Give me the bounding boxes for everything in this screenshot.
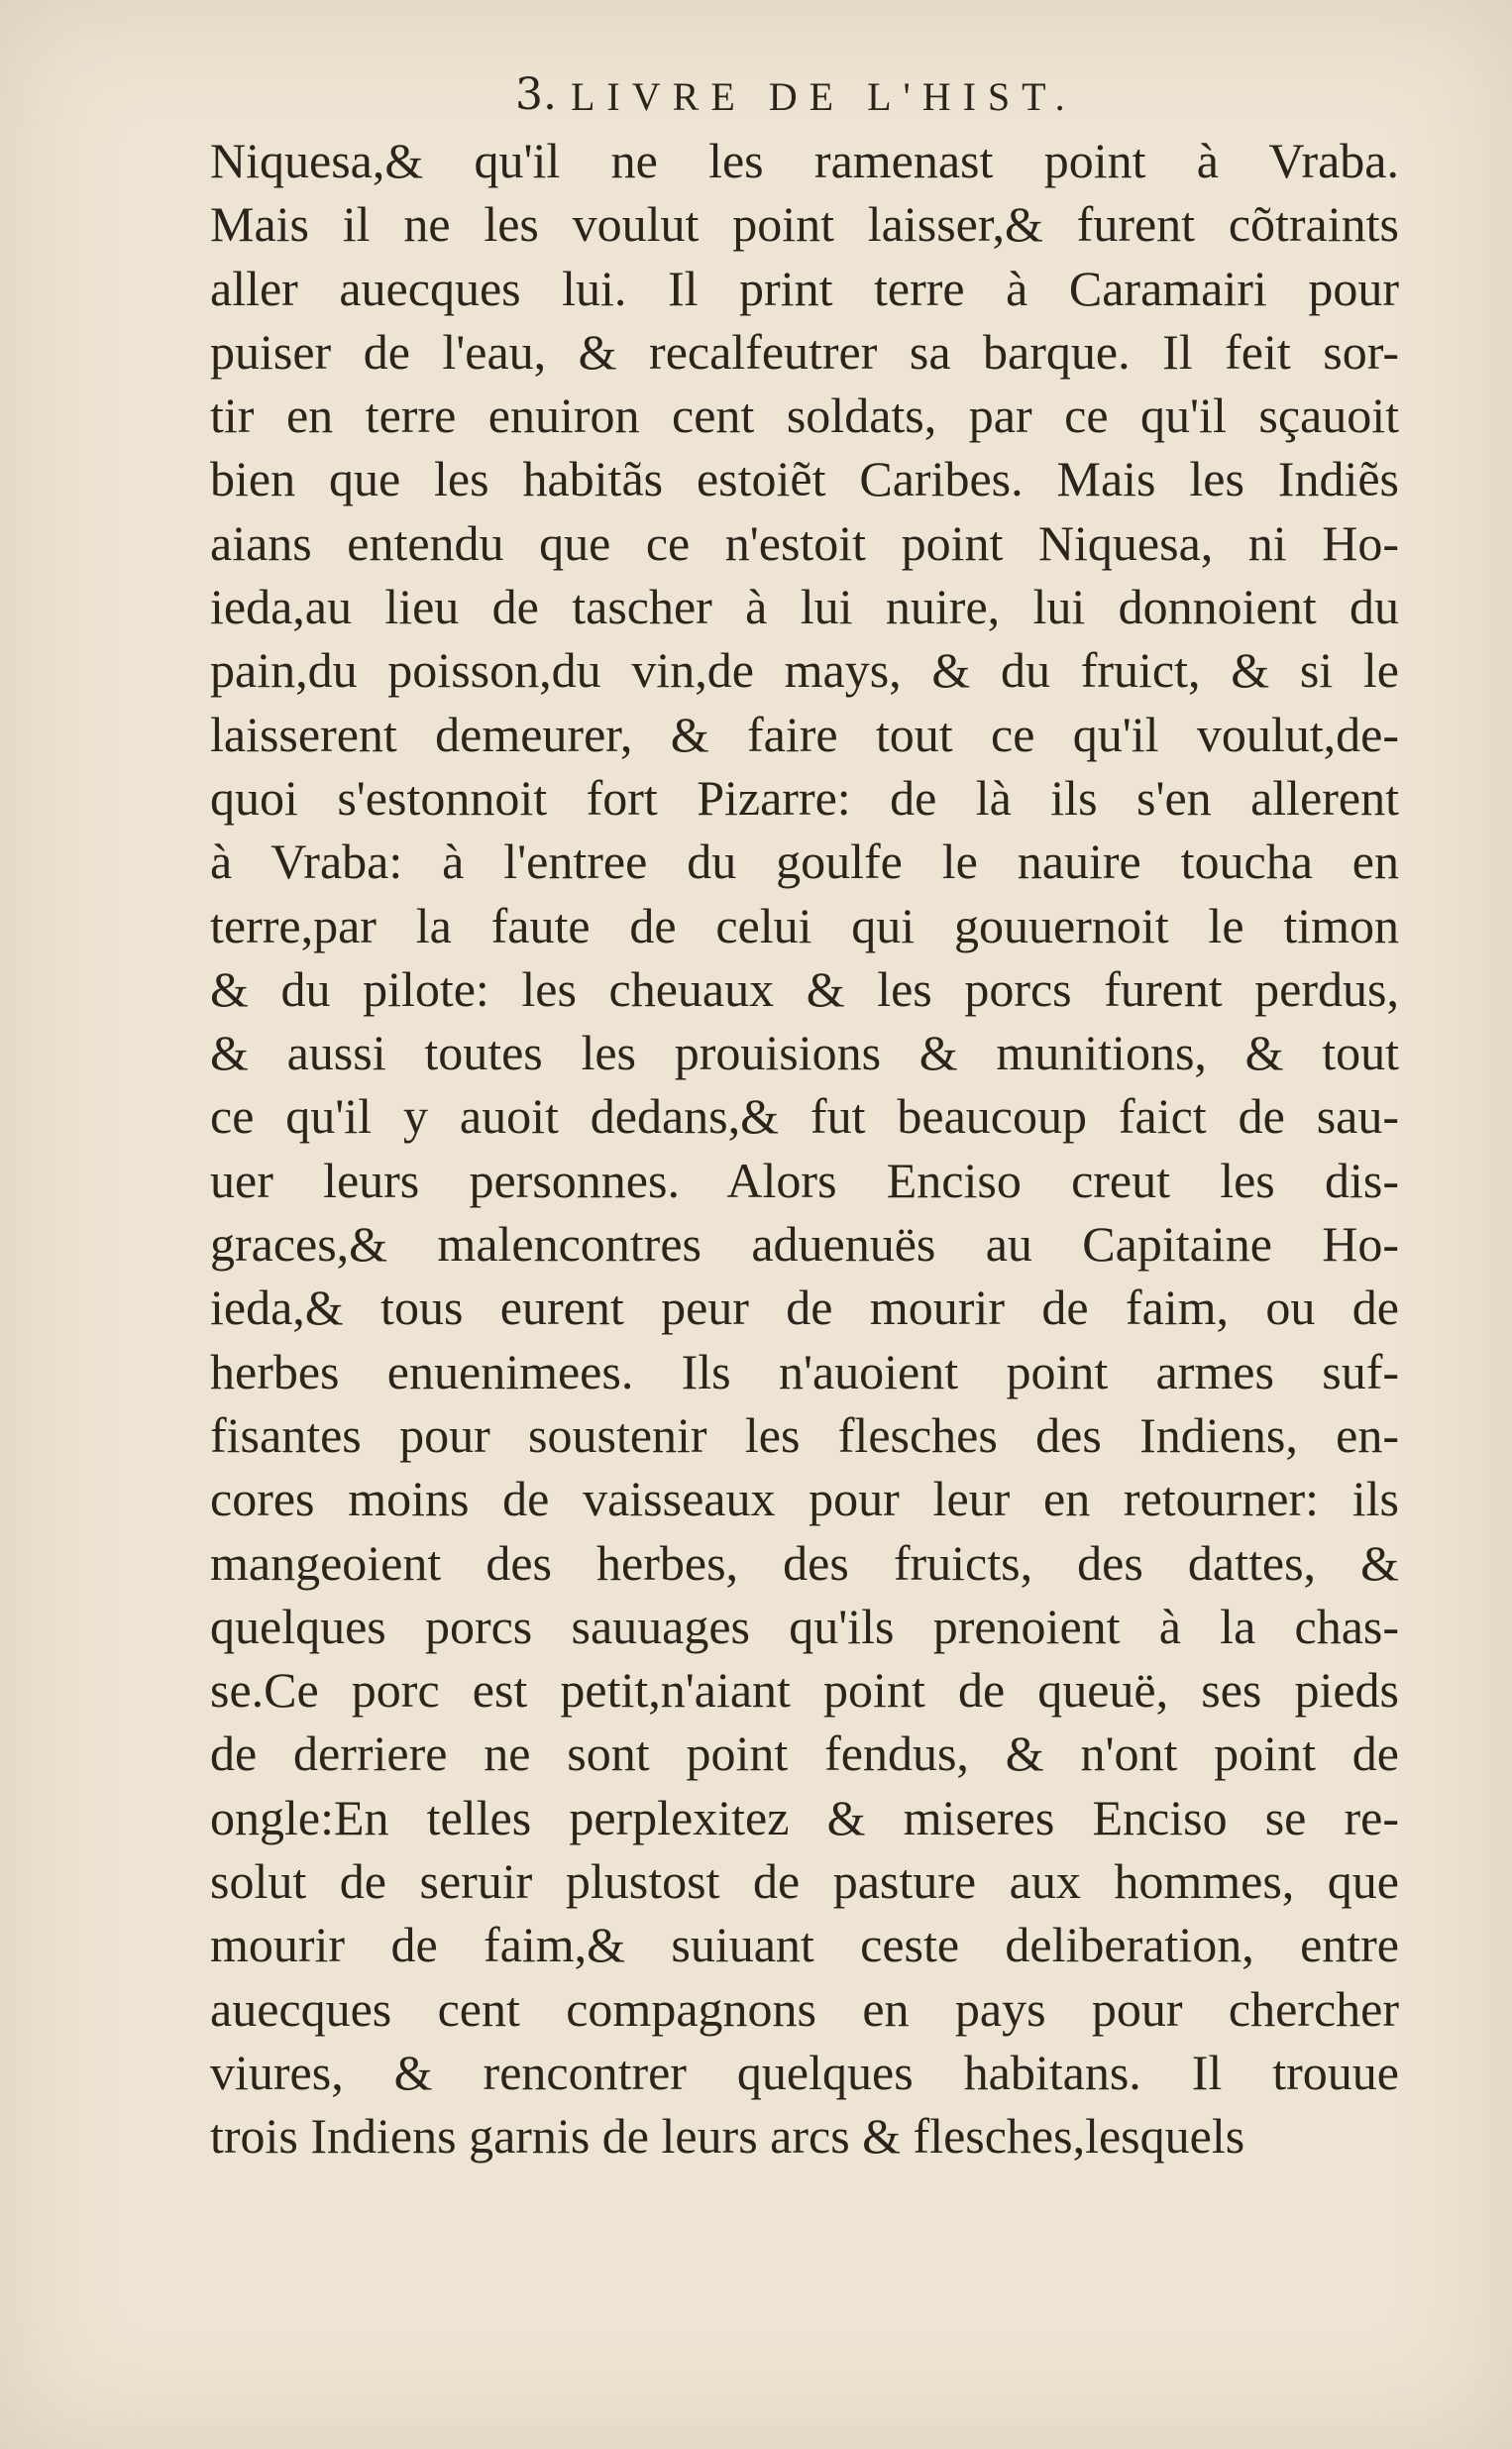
text-line: auecques cent compagnons en pays pour chercher xyxy=(210,1980,1399,2037)
text-line: laisserent demeurer, & faire tout ce qu'il voulut,de- xyxy=(210,706,1399,762)
text-line: herbes enuenimees. Ils n'auoient point armes suf- xyxy=(210,1343,1399,1399)
text-line: solut de seruir plustost de pasture aux hommes, que xyxy=(210,1853,1399,1910)
text-line: ce qu'il y auoit dedans,& fut beaucoup faict de sau- xyxy=(210,1088,1399,1145)
text-line: & aussi toutes les prouisions & munitions, & tout xyxy=(210,1025,1399,1081)
text-line: terre,par la faute de celui qui gouuernoit le timon xyxy=(210,897,1399,953)
text-line: viures, & rencontrer quelques habitans. Il trouue xyxy=(210,2044,1399,2100)
page-header xyxy=(0,69,1512,129)
body-text xyxy=(210,129,1399,2169)
text-line: se.Ce porc est petit,n'aiant point de queuë, ses pieds xyxy=(210,1662,1399,1719)
text-line: mourir de faim,& suiuant ceste deliberation, entre xyxy=(210,1917,1399,1973)
text-line: pain,du poisson,du vin,de mays, & du fruict, & si le xyxy=(210,642,1399,699)
text-line: trois Indiens garnis de leurs arcs & flesches,lesquels xyxy=(210,2108,1245,2165)
folio-number: 3. xyxy=(515,69,557,120)
text-line: uer leurs personnes. Alors Enciso creut les dis- xyxy=(210,1152,1399,1208)
text-line: graces,& malencontres aduenuës au Capitaine Ho- xyxy=(210,1216,1399,1273)
text-line: Mais il ne les voulut point laisser,& furent cõtraints xyxy=(210,196,1399,253)
text-line: ieda,& tous eurent peur de mourir de faim, ou de xyxy=(210,1280,1399,1336)
text-line: aians entendu que ce n'estoit point Niquesa, ni Ho- xyxy=(210,514,1399,571)
text-line: aller auecques lui. Il print terre à Caramairi pour xyxy=(210,260,1399,316)
text-line: fisantes pour soustenir les flesches des Indiens, en- xyxy=(210,1406,1399,1463)
text-line: tir en terre enuiron cent soldats, par ce qu'il sçauoit xyxy=(210,388,1399,444)
text-line: mangeoient des herbes, des fruicts, des dattes, & xyxy=(210,1534,1399,1591)
text-line: de derriere ne sont point fendus, & n'ont point de xyxy=(210,1725,1399,1782)
text-line: & du pilote: les cheuaux & les porcs furent perdus, xyxy=(210,960,1399,1017)
text-line: cores moins de vaisseaux pour leur en retourner: ils xyxy=(210,1471,1399,1527)
text-line: ieda,au lieu de tascher à lui nuire, lui donnoient du xyxy=(210,579,1399,635)
text-line: Niquesa,& qu'il ne les ramenast point à Vraba. xyxy=(210,133,1399,188)
text-line: ongle:En telles perplexitez & miseres Enciso se re- xyxy=(210,1789,1399,1845)
text-line: puiser de l'eau, & recalfeutrer sa barque. Il feit sor- xyxy=(210,323,1399,380)
text-line: à Vraba: à l'entree du goulfe le nauire toucha en xyxy=(210,834,1399,890)
running-head: LIVRE DE L'HIST. xyxy=(571,74,1077,119)
text-line: quoi s'estonnoit fort Pizarre: de là ils s'en allerent xyxy=(210,769,1399,826)
text-line: quelques porcs sauuages qu'ils prenoient à la chas- xyxy=(210,1598,1399,1654)
text-line: bien que les habitãs estoiẽt Caribes. Mais les Indiẽs xyxy=(210,451,1399,507)
